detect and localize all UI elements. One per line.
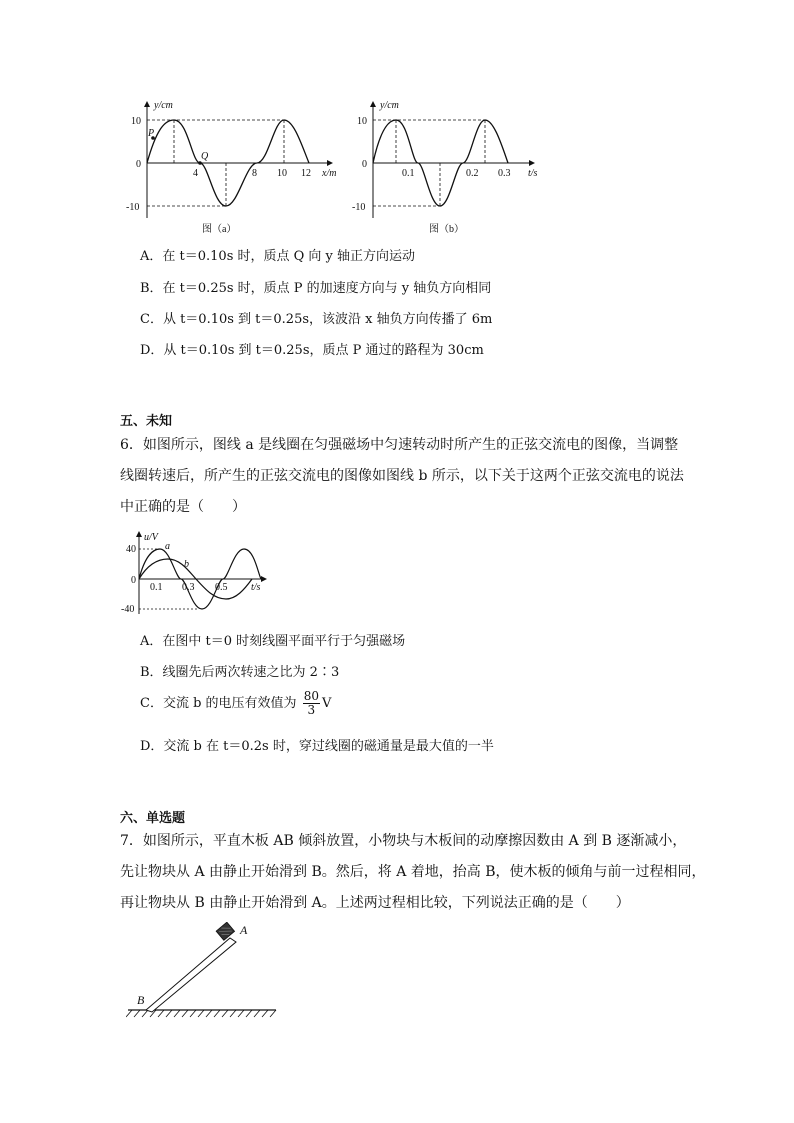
unit: V [321, 696, 332, 711]
y-tick: 10 [357, 116, 367, 127]
q5-option-c[interactable]: C．从 t＝0.10s 到 t＝0.25s，该波沿 x 轴负方向传播了 6m [140, 312, 493, 327]
q7-stem-line: 7．如图所示，平直木板 AB 倾斜放置，小物块与木板间的动摩擦因数由 A 到 B 逐渐减小， [120, 833, 687, 849]
x-tick: 10 [277, 168, 287, 179]
x-tick: 0.1 [402, 168, 415, 179]
q6-stem [120, 430, 684, 523]
vibration-graph-b [352, 96, 552, 240]
q6-option-a[interactable]: A．在图中 t＝0 时刻线圈平面平行于匀强磁场 [140, 634, 406, 649]
block [216, 922, 234, 940]
x-tick: 0.1 [150, 582, 163, 593]
x-tick: 0.5 [215, 582, 228, 593]
q7-stem-line: 先让物块从 A 由静止开始滑到 B。然后，将 A 着地，抬高 B，使木板的倾角与前一过程相同， [120, 864, 706, 880]
graph-caption: 图（a） [202, 224, 237, 235]
y-tick: -10 [352, 202, 366, 213]
point-q-label: Q [201, 151, 209, 162]
y-tick: 40 [126, 544, 136, 555]
q6-option-d[interactable]: D．交流 b 在 t＝0.2s 时，穿过线圈的磁通量是最大值的一半 [140, 739, 494, 754]
x-tick: 0.3 [182, 582, 195, 593]
y-tick: 10 [131, 116, 141, 127]
y-tick: 0 [136, 159, 141, 170]
y-tick: 0 [362, 159, 367, 170]
x-tick: 4 [193, 168, 198, 179]
label-a: A [240, 923, 248, 937]
section-title: 六、单选题 [120, 811, 186, 826]
ac-voltage-graph [118, 528, 278, 616]
x-axis-label: x/m [322, 168, 337, 179]
x-tick: 0.3 [498, 168, 511, 179]
wooden-board [146, 938, 236, 1012]
q6-option-c-text: C．交流 b 的电压有效值为 [140, 696, 297, 711]
curve-b-label: b [184, 559, 189, 570]
fraction [303, 690, 320, 717]
y-tick: -10 [126, 202, 140, 213]
y-axis-label: y/cm [380, 100, 399, 111]
q7-stem [120, 826, 706, 919]
q6-stem-line: 6．如图所示，图线 a 是线圈在匀强磁场中匀速转动时所产生的正弦交流电的图像，当调整 [120, 437, 679, 453]
wave-graph-a [126, 96, 348, 240]
y-tick: 0 [131, 575, 136, 586]
x-tick: 12 [301, 168, 311, 179]
curve-a-label: a [165, 541, 170, 552]
section-title: 五、未知 [120, 414, 173, 429]
x-axis-label: t/s [251, 582, 261, 593]
point-p-label: P [148, 128, 155, 139]
q6-option-b[interactable]: B．线圈先后两次转速之比为 2∶3 [140, 665, 340, 680]
q5-option-a[interactable]: A．在 t＝0.10s 时，质点 Q 向 y 轴正方向运动 [140, 249, 416, 264]
x-tick: 8 [252, 168, 257, 179]
q7-stem-line: 再让物块从 B 由静止开始滑到 A。上述两过程相比较，下列说法正确的是（ ） [120, 895, 630, 911]
graph-caption: 图（b） [429, 224, 464, 235]
incline-figure [126, 922, 286, 1022]
fraction-numerator: 80 [303, 689, 319, 703]
label-b: B [137, 993, 145, 1007]
q6-option-c[interactable] [140, 690, 331, 718]
q5-option-b[interactable]: B．在 t＝0.25s 时，质点 P 的加速度方向与 y 轴负方向相同 [140, 281, 492, 296]
y-axis-label: u/V [144, 532, 158, 543]
q6-stem-line: 线圈转速后，所产生的正弦交流电的图像如图线 b 所示，以下关于这两个正弦交流电的说法 [120, 468, 684, 484]
x-axis-label: t/s [528, 168, 538, 179]
y-axis-label: y/cm [154, 100, 173, 111]
x-tick: 0.2 [466, 168, 479, 179]
q5-option-d[interactable]: D．从 t＝0.10s 到 t＝0.25s，质点 P 通过的路程为 30cm [140, 343, 484, 358]
q6-stem-line: 中正确的是（ ） [120, 499, 246, 515]
fraction-denominator: 3 [307, 703, 316, 717]
y-tick: -40 [121, 604, 135, 615]
